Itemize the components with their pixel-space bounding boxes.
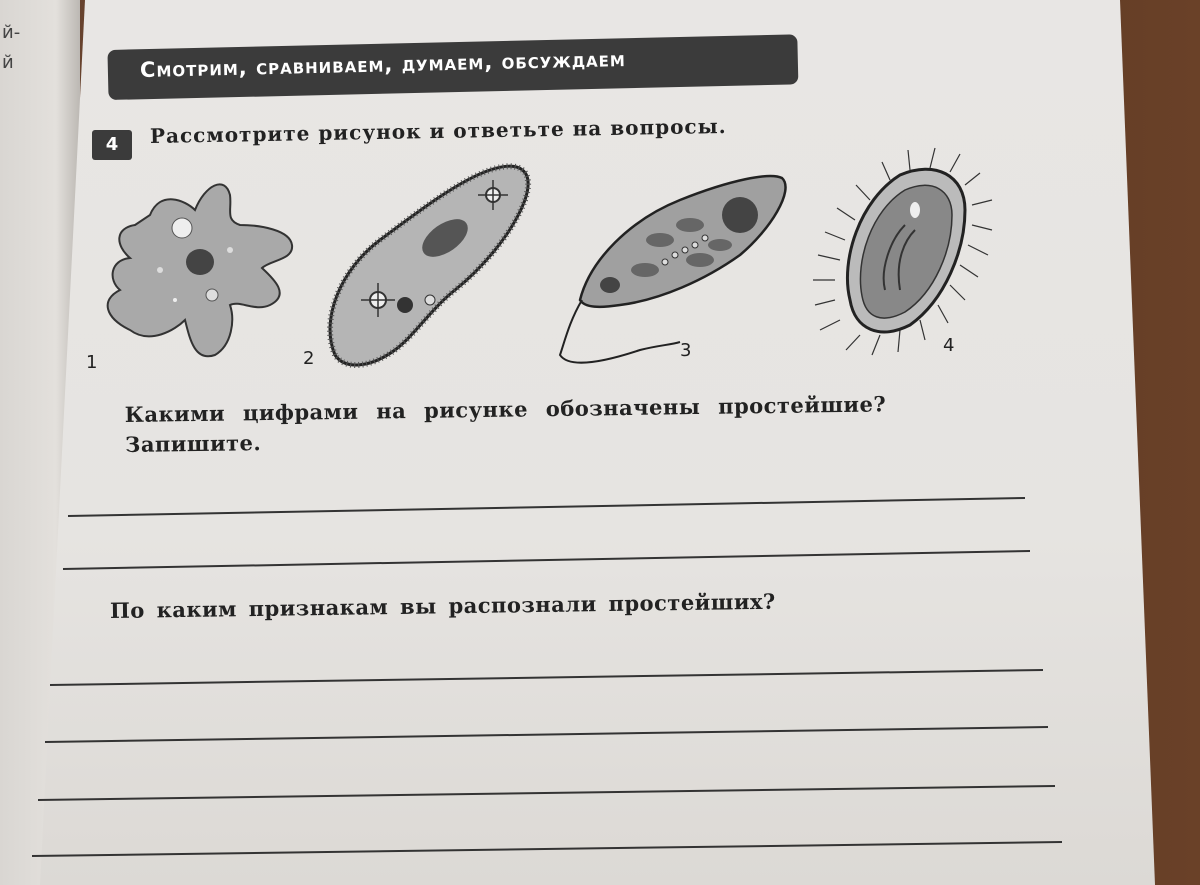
answer-line[interactable] (68, 498, 1025, 516)
answer-line[interactable] (63, 551, 1030, 569)
task-instruction: Рассмотрите рисунок и ответьте на вопросы. (149, 113, 727, 148)
figure-label-2: 2 (303, 348, 315, 369)
question-2: По каким признакам вы распознали простейших? (109, 588, 776, 623)
section-title: Смотрим, сравниваем, думаем, обсуждаем (139, 46, 627, 82)
answer-line[interactable] (50, 670, 1043, 685)
answer-line[interactable] (45, 727, 1048, 742)
previous-page-fragment: й (2, 52, 14, 73)
question-1: Какими цифрами на рисунке обозначены простейшие? Запишите. (124, 391, 887, 457)
figure-label-3: 3 (680, 340, 692, 361)
answer-line[interactable] (38, 786, 1055, 800)
task-number-badge: 4 (92, 130, 132, 160)
figure-label-4: 4 (943, 335, 955, 356)
previous-page-fragment: й- (2, 22, 21, 43)
figure-label-1: 1 (86, 352, 98, 373)
answer-line[interactable] (32, 842, 1062, 856)
